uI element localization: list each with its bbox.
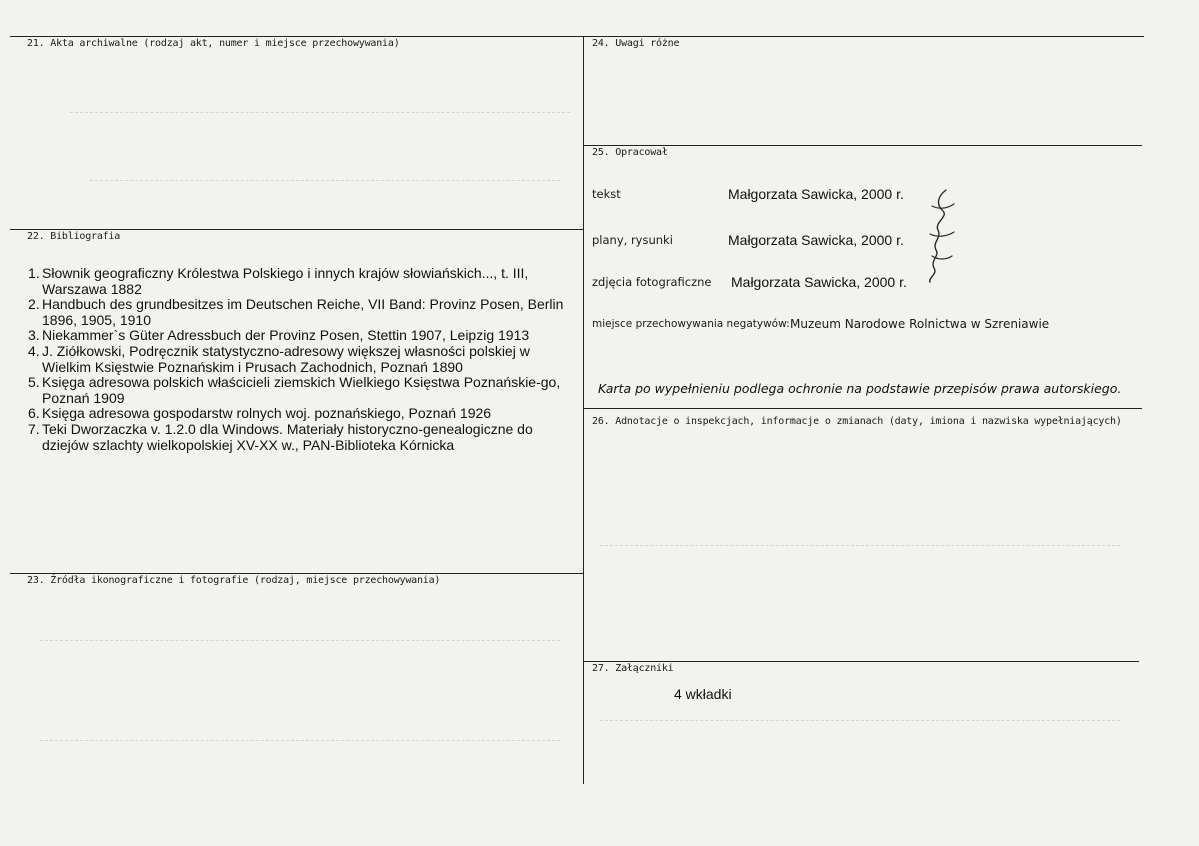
section-21-label: 21. Akta archiwalne (rodzaj akt, numer i miejsce przechowywania): [27, 38, 400, 49]
author-row-value: Małgorzata Sawicka, 2000 r.: [728, 232, 904, 248]
section-26-top-rule: [584, 408, 1142, 409]
copyright-note: Karta po wypełnieniu podlega ochronie na podstawie przepisów prawa autorskiego.: [598, 381, 1122, 396]
list-item: 5. Księga adresowa polskich właścicieli ziemskich Wielkiego Księstwa Poznańskie-go, Poznań 1909: [28, 374, 561, 406]
list-item: 1. Słownik geograficzny Królestwa Polskiego i innych krajów słowiańskich..., t. III, Warszawa 1882: [28, 265, 529, 297]
section-21-top-rule: [10, 36, 584, 37]
section-27-top-rule: [584, 661, 1139, 662]
section-24-label: 24. Uwagi różne: [592, 38, 680, 49]
author-row-value: Małgorzata Sawicka, 2000 r.: [728, 186, 904, 202]
column-divider: [583, 36, 584, 784]
author-row-value: Małgorzata Sawicka, 2000 r.: [731, 274, 907, 290]
author-row-key: zdjęcia fotograficzne: [592, 275, 712, 289]
list-item: 7. Teki Dworzaczka v. 1.2.0 dla Windows. Materiały historyczno-genealogiczne do dziejów szlachty wielkopolskiej XV-XX w., PAN-Biblioteka Kórnicka: [28, 420, 533, 453]
bleed-through-line: [70, 112, 570, 113]
bleed-through-line: [40, 740, 560, 741]
bleed-through-line: [600, 545, 1120, 546]
negatives-label: miejsce przechowywania negatywów:: [592, 318, 790, 330]
bibliography-list: [28, 266, 568, 453]
section-24-top-rule: [584, 36, 1144, 37]
bleed-through-line: [40, 640, 560, 641]
section-27-label: 27. Załączniki: [592, 663, 674, 674]
list-item: 2. Handbuch des grundbesitzes im Deutschen Reiche, VII Band: Provinz Posen, Berlin 1896, 1905, 1910: [28, 296, 564, 328]
handwritten-signature: [924, 186, 964, 286]
section-22-label: 22. Bibliografia: [27, 231, 121, 242]
list-item: 3. Niekammer`s Güter Adressbuch der Provinz Posen, Stettin 1907, Leipzig 1913: [28, 327, 530, 344]
list-item: 6. Księga adresowa gospodarstw rolnych woj. poznańskiego, Poznań 1926: [28, 405, 492, 422]
list-item: 4. J. Ziółkowski, Podręcznik statystyczno-adresowy większej własności polskiej w Wielkim Księstwie Poznańskim i Prusach Zachodnich, Poznań 1890: [28, 342, 530, 375]
section-23-label: 23. Źródła ikonograficzne i fotografie (rodzaj, miejsce przechowywania): [27, 575, 441, 586]
section-25-top-rule: [584, 145, 1142, 146]
negatives-value: Muzeum Narodowe Rolnictwa w Szreniawie: [790, 317, 1050, 331]
attachments-value: 4 wkładki: [674, 686, 732, 702]
section-22-top-rule: [10, 229, 584, 230]
author-row-key: plany, rysunki: [592, 233, 673, 247]
author-row-key: tekst: [592, 187, 621, 201]
section-25-label: 25. Opracował: [592, 147, 668, 158]
bleed-through-line: [600, 720, 1120, 721]
bleed-through-line: [90, 180, 560, 181]
section-23-top-rule: [10, 573, 584, 574]
section-26-label: 26. Adnotacje o inspekcjach, informacje o zmianach (daty, imiona i nazwiska wypełniających): [592, 416, 1122, 427]
